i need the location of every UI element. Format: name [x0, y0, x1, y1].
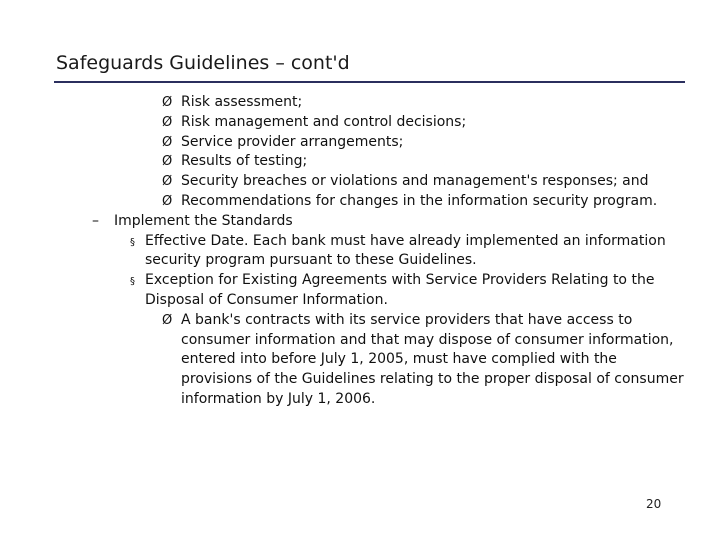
- arrow-bullet-icon: Ø: [162, 174, 173, 190]
- page-number: 20: [646, 497, 662, 511]
- square-bullet-icon: §: [130, 276, 135, 288]
- section-heading: Implement the Standards: [114, 212, 293, 229]
- list-item: [0, 133, 720, 153]
- arrow-bullet-icon: Ø: [162, 193, 173, 209]
- square-bullet-icon: §: [130, 236, 135, 248]
- list-item: [0, 93, 720, 113]
- list-item: [0, 172, 720, 192]
- list-item: [0, 271, 720, 311]
- slide-body: [0, 93, 720, 410]
- list-item: [0, 192, 720, 212]
- arrow-bullet-icon: Ø: [162, 134, 173, 150]
- list-item-text: Results of testing;: [181, 153, 308, 170]
- contracts-line-5: information by July 1, 2006.: [181, 390, 376, 407]
- list-item: [0, 152, 720, 172]
- list-item-text: Recommendations for changes in the information security program.: [181, 192, 658, 209]
- exception-line-2: Disposal of Consumer Information.: [145, 291, 388, 308]
- arrow-bullet-icon: Ø: [162, 154, 173, 170]
- slide-title: Safeguards Guidelines – cont'd: [56, 52, 350, 74]
- contracts-line-4: provisions of the Guidelines relating to the proper disposal of consumer: [181, 371, 684, 388]
- arrow-bullet-icon: Ø: [162, 95, 173, 110]
- list-item-text: Risk assessment;: [181, 94, 303, 110]
- section-heading-item: [0, 212, 720, 232]
- list-item: [0, 232, 720, 272]
- list-item-text: Security breaches or violations and management's responses; and: [181, 173, 649, 190]
- list-item: [0, 113, 720, 133]
- list-item: [0, 311, 720, 410]
- effective-date-line-1: Effective Date. Each bank must have already implemented an information: [145, 232, 666, 249]
- contracts-line-3: entered into before July 1, 2005, must have complied with the: [181, 351, 617, 368]
- contracts-line-2: consumer information and that may dispose of consumer information,: [181, 331, 674, 348]
- arrow-bullet-icon: Ø: [162, 114, 173, 130]
- title-underline: [54, 81, 685, 83]
- effective-date-line-2: security program pursuant to these Guidelines.: [145, 252, 477, 269]
- dash-bullet-icon: –: [92, 212, 99, 229]
- exception-line-1: Exception for Existing Agreements with Service Providers Relating to the: [145, 272, 655, 289]
- arrow-bullet-icon: Ø: [162, 312, 173, 328]
- contracts-line-1: A bank's contracts with its service providers that have access to: [181, 311, 633, 328]
- list-item-text: Service provider arrangements;: [181, 133, 404, 150]
- list-item-text: Risk management and control decisions;: [181, 113, 467, 130]
